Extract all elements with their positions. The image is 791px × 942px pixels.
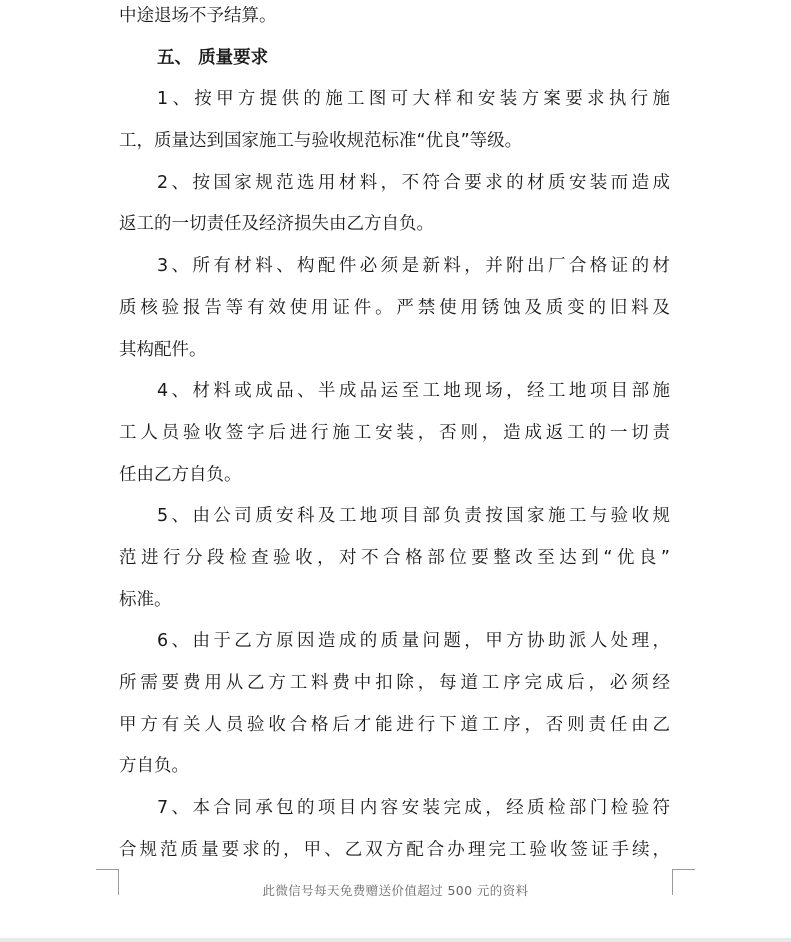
section-heading: 五、 质量要求 [157, 47, 269, 68]
text-line: 任由乙方自负。 [119, 464, 242, 485]
window-bottom-edge [0, 938, 791, 942]
text-line: 6、由于乙方原因造成的质量问题，甲方协助派人处理， [157, 631, 670, 652]
text-line: 方自负。 [119, 756, 189, 777]
text-line: 3、所有材料、构配件必须是新料，并附出厂合格证的材 [157, 256, 670, 277]
text-line: 中途退场不予结算。 [119, 6, 277, 26]
text-line: 所需要费用从乙方工料费中扣除，每道工序完成后，必须经 [119, 673, 670, 693]
text-line: 工，质量达到国家施工与验收规范标准“优良”等级。 [119, 131, 523, 152]
text-line: 2、按国家规范选用材料，不符合要求的材质安装而造成 [157, 172, 670, 193]
text-line: 其构配件。 [119, 339, 207, 360]
text-line: 质核验报告等有效使用证件。严禁使用锈蚀及质变的旧料及 [119, 297, 670, 318]
text-line: 标准。 [119, 589, 172, 610]
text-line: 甲方有关人员验收合格后才能进行下道工序，否则责任由乙 [119, 714, 670, 735]
text-line: 5、由公司质安科及工地项目部负责按国家施工与验收规 [157, 506, 670, 527]
text-line: 范进行分段检查验收，对不合格部位要整改至达到“优良” [119, 547, 670, 568]
text-line: 合规范质量要求的，甲、乙双方配合办理完工验收签证手续， [119, 839, 670, 860]
text-line: 返工的一切责任及经济损失由乙方自负。 [119, 214, 434, 235]
text-line: 7、本合同承包的项目内容安装完成，经质检部门检验符 [157, 798, 670, 819]
text-line: 4、材料或成品、半成品运至工地现场，经工地项目部施 [157, 381, 670, 402]
page-footer: 此微信号每天免费赠送价值超过 500 元的资料 [262, 883, 529, 898]
text-line: 1、按甲方提供的施工图可大样和安装方案要求执行施 [157, 89, 670, 110]
text-line: 工人员验收签字后进行施工安装，否则，造成返工的一切责 [119, 422, 670, 443]
document-body [119, 0, 670, 875]
